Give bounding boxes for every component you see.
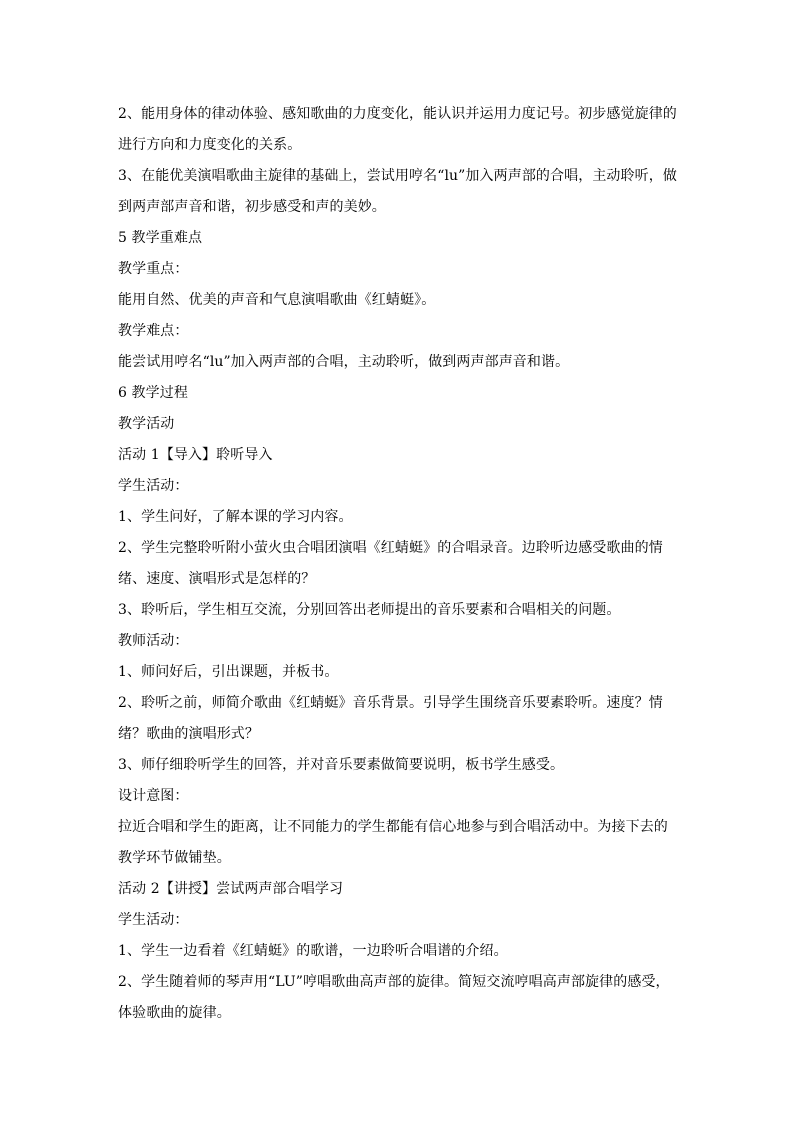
- section-heading-key-points: 5 教学重难点: [118, 230, 203, 246]
- objective-3-paragraph: 3、在能优美演唱歌曲主旋律的基础上，尝试用哼名“lu”加入两声部的合唱，主动聆听，做到两声部声音和谐，初步感受和声的美妙。: [118, 168, 677, 215]
- student-activity-3: 3、聆听后，学生相互交流，分别回答出老师提出的音乐要素和合唱相关的问题。: [118, 602, 621, 618]
- design-intent-text: 拉近合唱和学生的距离，让不同能力的学生都能有信心地参与到合唱活动中。为接下去的教学环节做铺垫。: [118, 819, 668, 866]
- label-teacher-activity: 教师活动：: [118, 633, 189, 649]
- label-student-activity: 学生活动：: [118, 478, 189, 494]
- activity-2-student-step-2: 2、学生随着师的琴声用“LU”哼唱歌曲高声部的旋律。简短交流哼唱高声部旋律的感受，体验歌曲的旋律。: [118, 974, 670, 1021]
- teacher-activity-3: 3、师仔细聆听学生的回答，并对音乐要素做简要说明，板书学生感受。: [118, 757, 565, 773]
- teacher-activity-2: 2、聆听之前，师简介歌曲《红蜻蜓》音乐背景。引导学生围绕音乐要素聆听。速度？情绪？歌曲的演唱形式？: [118, 695, 663, 742]
- teaching-difficulty-text: 能尝试用哼名“lu”加入两声部的合唱，主动聆听，做到两声部声音和谐。: [118, 354, 570, 370]
- activity-1-heading: 活动 1【导入】聆听导入: [118, 447, 273, 463]
- teacher-activity-1: 1、师问好后，引出课题，并板书。: [118, 664, 339, 680]
- document-body: [118, 99, 678, 1029]
- student-activity-1: 1、学生问好，了解本课的学习内容。: [118, 509, 353, 525]
- objective-2-paragraph: 2、能用身体的律动体验、感知歌曲的力度变化，能认识并运用力度记号。初步感觉旋律的进行方向和力度变化的关系。: [118, 106, 677, 153]
- label-teaching-difficulty: 教学难点：: [118, 323, 189, 339]
- activity-2-student-step-1: 1、学生一边看着《红蜻蜓》的歌谱，一边聆听合唱谱的介绍。: [118, 943, 508, 959]
- subheading-teaching-activities: 教学活动: [118, 416, 175, 432]
- section-heading-teaching-process: 6 教学过程: [118, 385, 188, 401]
- student-activity-2: 2、学生完整聆听附小萤火虫合唱团演唱《红蜻蜓》的合唱录音。边聆听边感受歌曲的情绪、速度、演唱形式是怎样的？: [118, 540, 663, 587]
- teaching-focus-text: 能用自然、优美的声音和气息演唱歌曲《红蜻蜓》。: [118, 292, 436, 308]
- label-teaching-focus: 教学重点：: [118, 261, 189, 277]
- activity-2-heading: 活动 2【讲授】尝试两声部合唱学习: [118, 881, 344, 897]
- label-design-intent: 设计意图：: [118, 788, 189, 804]
- label-student-activity-2: 学生活动：: [118, 912, 189, 928]
